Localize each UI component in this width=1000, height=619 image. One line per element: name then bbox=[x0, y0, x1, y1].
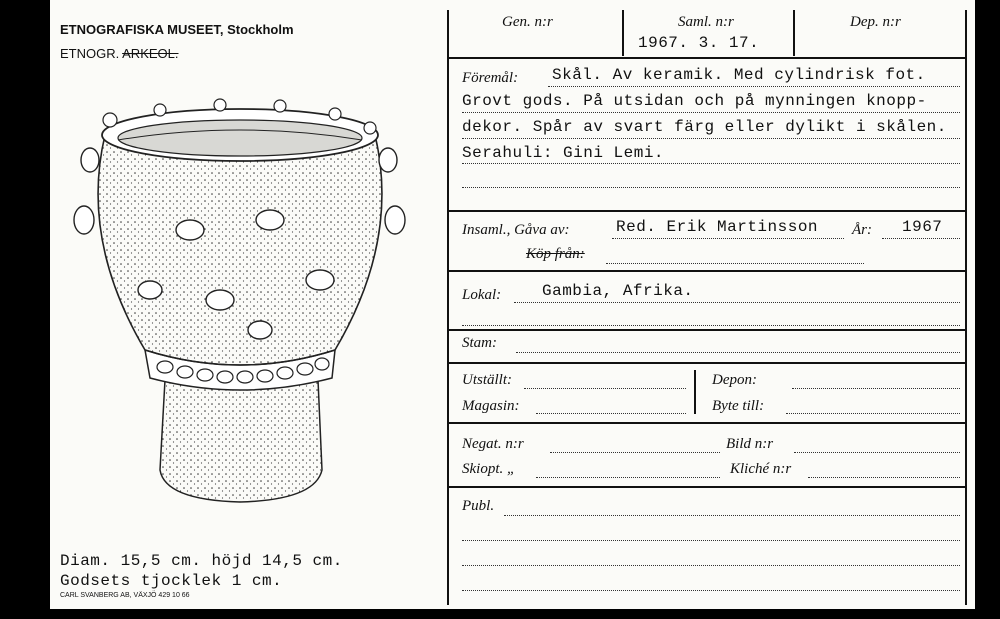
bild-label: Bild n:r bbox=[726, 436, 774, 452]
publ-label: Publ. bbox=[462, 498, 495, 514]
dimensions-line-1: Diam. 15,5 cm. höjd 14,5 cm. bbox=[60, 552, 343, 570]
foremal-label: Föremål: bbox=[462, 70, 519, 86]
dotted-line bbox=[524, 388, 686, 389]
dotted-line bbox=[794, 452, 960, 453]
saml-label: Saml. n:r bbox=[678, 14, 734, 30]
dotted-line bbox=[808, 477, 960, 478]
byte-label: Byte till: bbox=[712, 398, 765, 414]
dotted-line bbox=[786, 413, 960, 414]
dotted-line bbox=[612, 238, 844, 239]
dotted-line bbox=[462, 325, 960, 326]
utstallt-label: Utställt: bbox=[462, 372, 513, 388]
gen-divider bbox=[622, 10, 624, 56]
foremal-line-3: dekor. Spår av svart färg eller dylikt i skålen. bbox=[462, 118, 947, 136]
museum-name: ETNOGRAFISKA MUSEET, Stockholm bbox=[60, 22, 294, 37]
skiopt-label: Skiopt. „ bbox=[462, 461, 516, 477]
pot-illustration bbox=[70, 80, 410, 520]
dep-label: Dep. n:r bbox=[850, 14, 901, 30]
dotted-line bbox=[462, 138, 960, 139]
rule-photo bbox=[447, 486, 967, 488]
foremal-line-4: Serahuli: Gini Lemi. bbox=[462, 144, 665, 162]
form-left-rule bbox=[447, 10, 449, 605]
saml-value: 1967. 3. 17. bbox=[638, 34, 760, 52]
foremal-line-2: Grovt gods. På utsidan och på mynningen knopp- bbox=[462, 92, 927, 110]
exhibit-divider bbox=[694, 370, 696, 414]
dotted-line bbox=[606, 263, 864, 264]
insaml-label: Insaml., Gåva av: bbox=[462, 222, 570, 238]
dotted-line bbox=[550, 452, 720, 453]
dotted-line bbox=[548, 86, 960, 87]
dotted-line bbox=[504, 515, 960, 516]
rule-stam bbox=[447, 362, 967, 364]
lokal-label: Lokal: bbox=[462, 287, 502, 303]
rule-insaml bbox=[447, 270, 967, 272]
dimensions-line-2: Godsets tjocklek 1 cm. bbox=[60, 572, 283, 590]
stam-label: Stam: bbox=[462, 335, 497, 351]
dotted-line bbox=[462, 112, 960, 113]
dotted-line bbox=[462, 565, 960, 566]
form-right-rule bbox=[965, 10, 967, 605]
dotted-line bbox=[462, 540, 960, 541]
negat-label: Negat. n:r bbox=[462, 436, 524, 452]
foremal-line-1: Skål. Av keramik. Med cylindrisk fot. bbox=[552, 66, 926, 84]
gen-label: Gen. n:r bbox=[502, 14, 553, 30]
dotted-line bbox=[792, 388, 960, 389]
printer-imprint: CARL SVANBERG AB, VÄXJÖ 429 10 66 bbox=[60, 592, 190, 599]
rule-lokal bbox=[447, 329, 967, 331]
lokal-value: Gambia, Afrika. bbox=[542, 282, 694, 300]
department-struck: ARKEOL. bbox=[122, 46, 179, 61]
cliche-label: Kliché n:r bbox=[730, 461, 792, 477]
dotted-line bbox=[536, 413, 686, 414]
dotted-line bbox=[462, 163, 960, 164]
kop-label: Köp från: bbox=[526, 246, 585, 262]
rule-foremal bbox=[447, 210, 967, 212]
year-value: 1967 bbox=[902, 218, 943, 236]
dotted-line bbox=[462, 590, 960, 591]
year-label: År: bbox=[852, 222, 872, 238]
department bbox=[60, 46, 179, 61]
dotted-line bbox=[514, 302, 960, 303]
dotted-line bbox=[882, 238, 960, 239]
rule-top bbox=[447, 57, 967, 59]
department-prefix: ETNOGR. bbox=[60, 46, 120, 61]
rule-exhibit bbox=[447, 422, 967, 424]
saml-divider bbox=[793, 10, 795, 56]
magasin-label: Magasin: bbox=[462, 398, 520, 414]
dotted-line bbox=[462, 187, 960, 188]
depon-label: Depon: bbox=[712, 372, 757, 388]
insaml-value: Red. Erik Martinsson bbox=[616, 218, 819, 236]
dotted-line bbox=[516, 352, 960, 353]
dotted-line bbox=[536, 477, 720, 478]
catalog-card bbox=[50, 0, 975, 609]
